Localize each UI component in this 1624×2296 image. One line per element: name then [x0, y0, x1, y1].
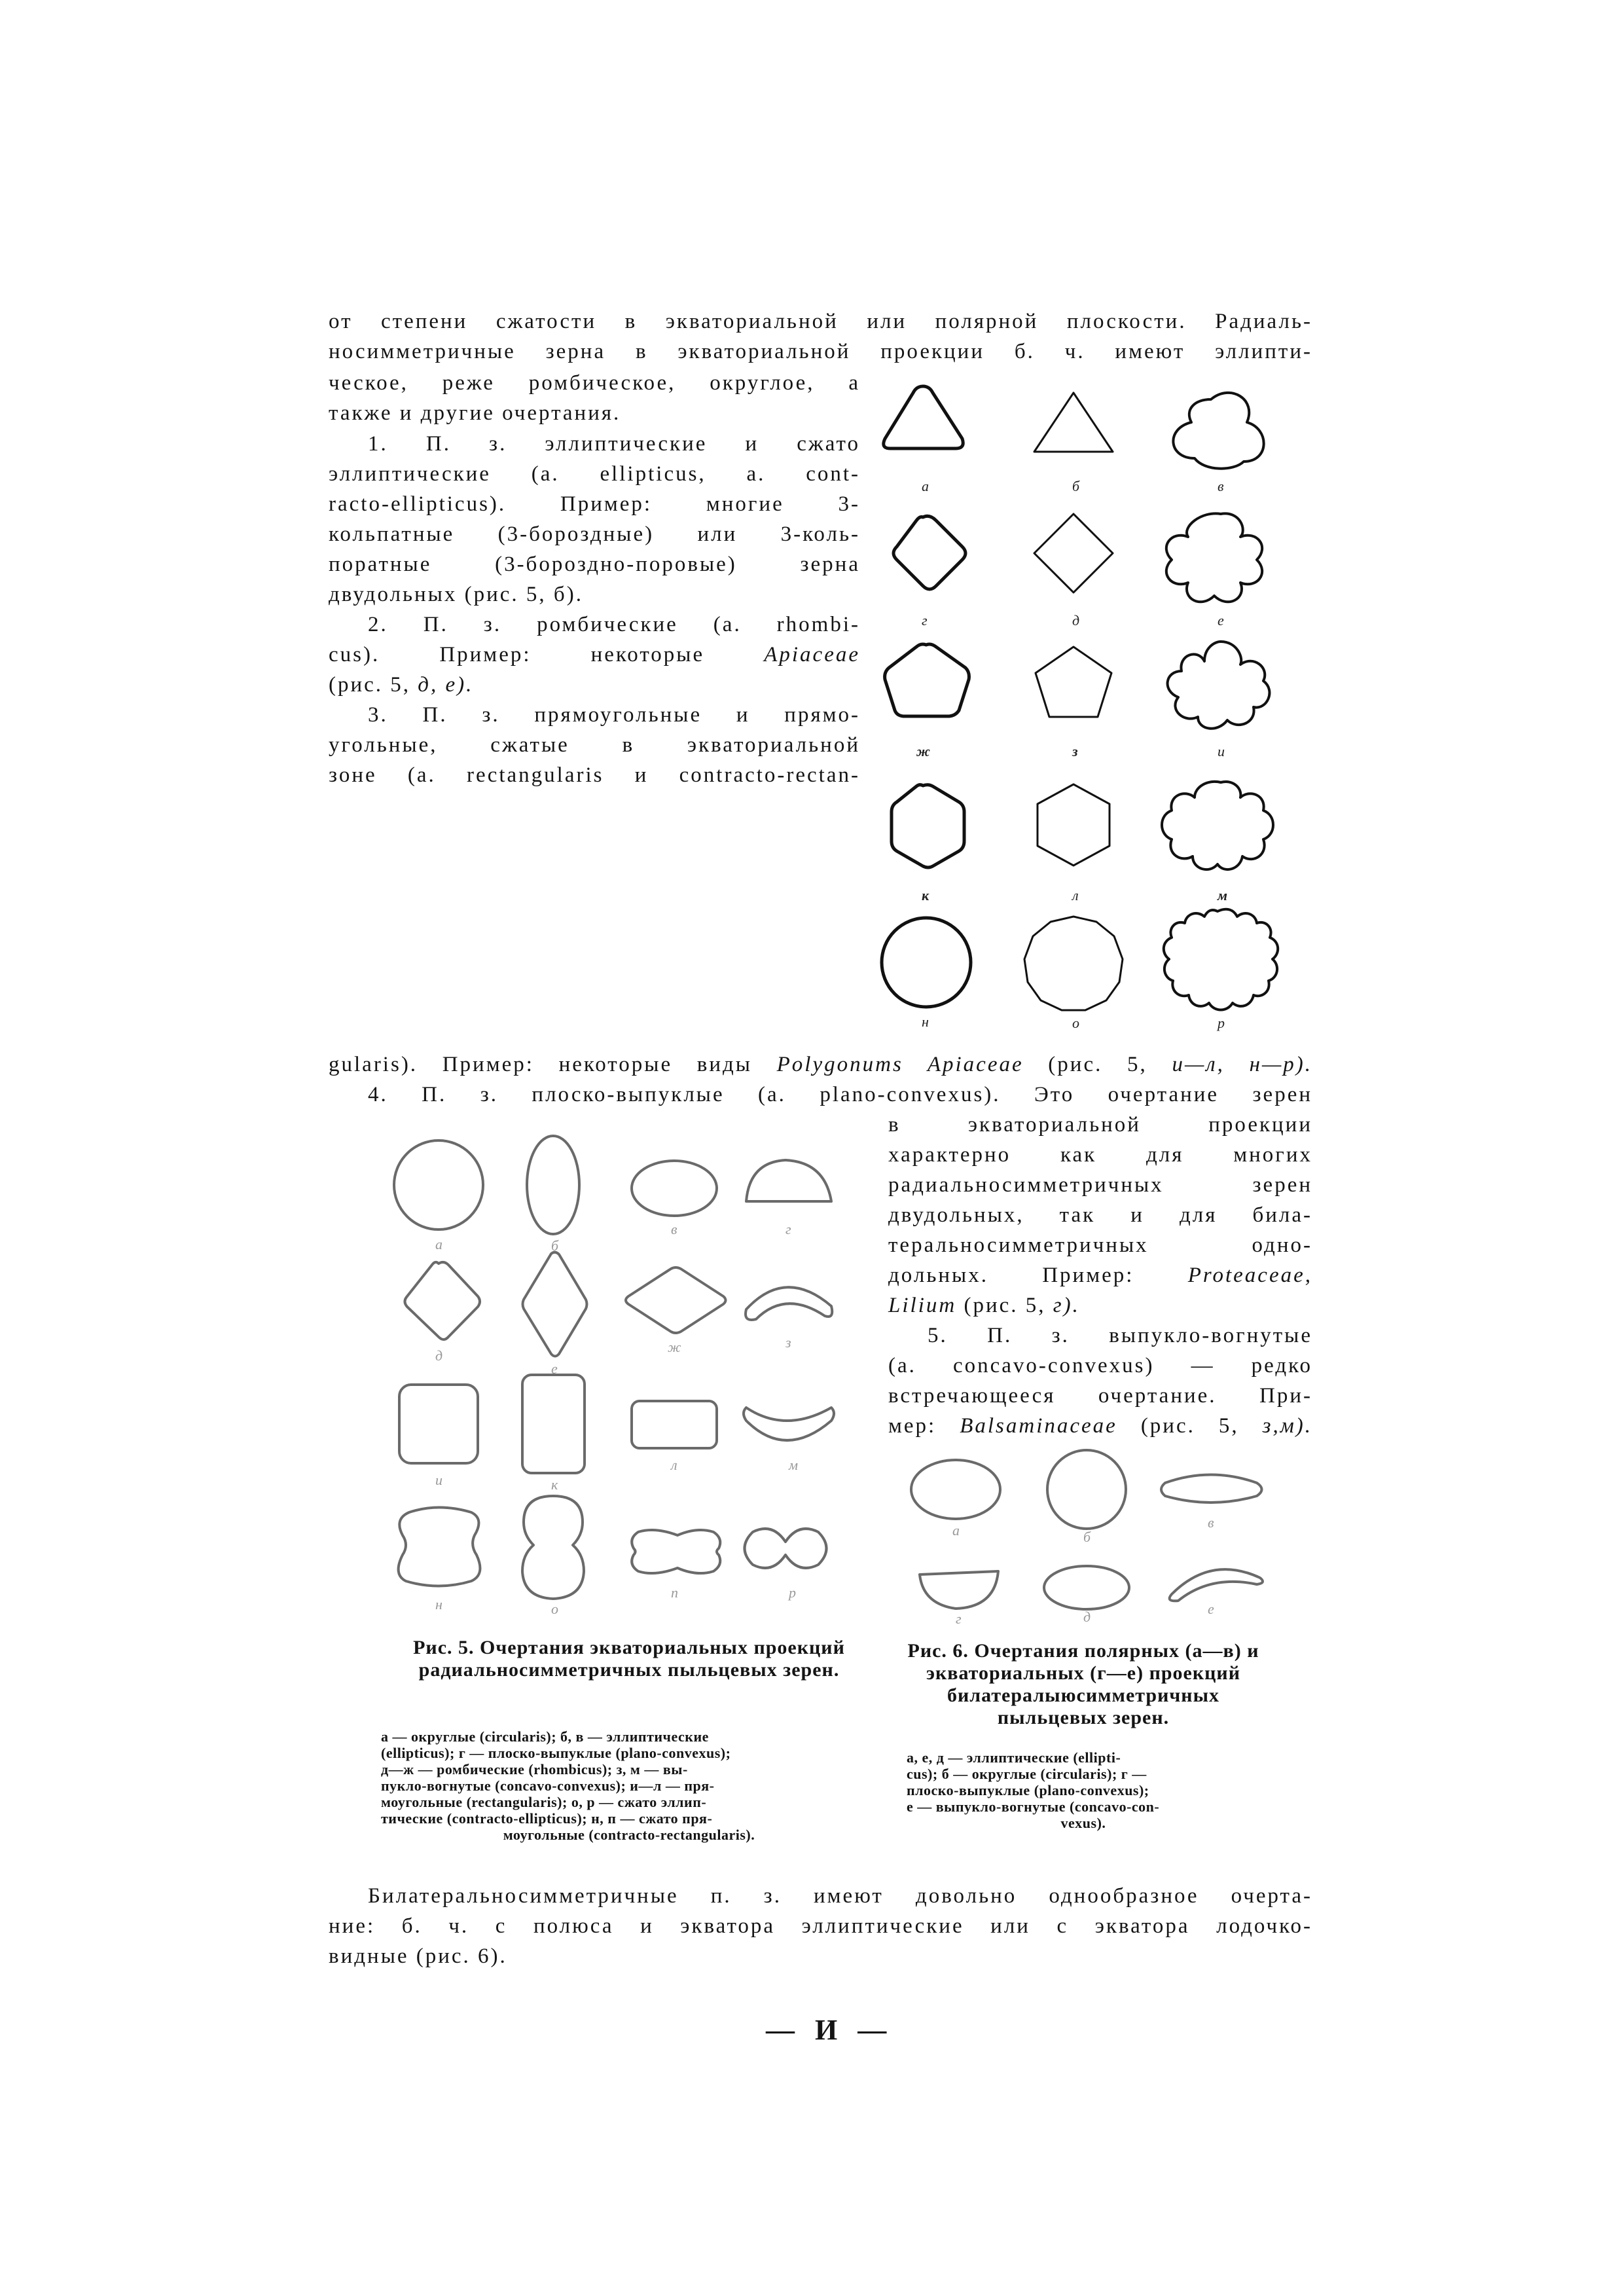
figure5-caption-title: Рис. 5. Очертания экваториальных проекций радиальносимметричных пыльцевых зерен.	[413, 1637, 845, 1681]
fig5-label-b: б	[551, 1237, 559, 1254]
polygon-many-shape	[1024, 917, 1123, 1010]
label-o: о	[1072, 1015, 1079, 1031]
right-line: 5. П. з. выпукло-вогнутые	[928, 1324, 1312, 1347]
fig5-label-e: е	[551, 1360, 558, 1377]
rhombus-wide-shape	[626, 1267, 726, 1333]
caption-line: пукло-вогнутые (concavo-convexus); и—л — пря-	[381, 1777, 715, 1794]
lens-shape	[1161, 1475, 1262, 1503]
label-l: л	[1072, 887, 1079, 903]
fig6-label-d: д	[1083, 1609, 1091, 1625]
label-zh: ж	[916, 743, 930, 759]
outro-line-2: ние: б. ч. с полюса и экватора эллиптические или с экватора лодочко-	[329, 1914, 1312, 1938]
triangle-shape	[1034, 393, 1113, 452]
taxon-name: Proteaceae,	[1187, 1264, 1312, 1287]
label-i: и	[1218, 743, 1225, 759]
figure6-caption-body	[907, 1749, 1260, 1831]
fig5-label-p: п	[671, 1584, 678, 1601]
label-n: н	[922, 1013, 929, 1030]
rounded-triangle-shape	[884, 386, 963, 448]
right-text: (рис. 5,	[964, 1294, 1046, 1317]
rectangle-wide-shape	[632, 1401, 717, 1448]
caption-line: а — округлые (circularis); б, в — эллиптические	[381, 1728, 709, 1745]
ellipse-vertical-shape	[527, 1136, 579, 1234]
ellipse-horizontal-shape	[632, 1161, 717, 1216]
left-line: также и другие очертания.	[329, 401, 621, 425]
fig5-label-i: и	[435, 1472, 442, 1488]
left-line: 2. П. з. ромбические (а. rhombi-	[368, 613, 860, 636]
circle-shape	[882, 918, 971, 1007]
ellipse-shape	[1044, 1566, 1129, 1609]
pentagon-shape	[1036, 647, 1111, 717]
rectangle-tall-shape	[522, 1375, 585, 1473]
middle-text: (рис. 5,	[1048, 1053, 1147, 1076]
right-line: радиальносимметричных зерен	[888, 1173, 1312, 1197]
left-line	[329, 670, 473, 700]
label-k: к	[922, 887, 929, 903]
right-line: характерно как для многих	[888, 1143, 1312, 1167]
outro-line-3: видные (рис. 6).	[329, 1944, 507, 1968]
left-line: угольные, сжатые в экваториальной	[329, 733, 860, 757]
rounded-pentagon-shape	[885, 644, 969, 716]
right-line: двудольных, так и для била-	[888, 1203, 1312, 1227]
concavo-convex-bottom-shape	[744, 1408, 834, 1440]
label-g: г	[922, 612, 928, 629]
label-m: м	[1218, 887, 1228, 903]
taxon-name: Lilium	[888, 1294, 957, 1317]
caption-line: плоско-выпуклые (plano-convexus);	[907, 1782, 1149, 1798]
label-r: р	[1218, 1015, 1225, 1031]
boat-shape	[1170, 1569, 1263, 1601]
rhombus-tall-shape	[523, 1252, 587, 1357]
fig-ref: и—л, н—р).	[1172, 1053, 1313, 1076]
caption-line: cus); б — округлые (circularis); г —	[907, 1766, 1147, 1782]
right-line: встречающееся очертание. При-	[888, 1384, 1312, 1408]
rhombus-shape	[1034, 514, 1113, 592]
fig5-label-d: д	[435, 1347, 443, 1364]
trilobed-shape	[1173, 393, 1263, 469]
middle-line-1	[329, 1049, 1312, 1080]
left-line: двудольных (рис. 5, б).	[329, 583, 583, 606]
fig5-label-a: а	[435, 1236, 442, 1252]
rectangle-square-shape	[399, 1385, 478, 1463]
right-text: дольных. Пример:	[888, 1264, 1134, 1287]
right-line	[888, 1260, 1312, 1290]
taxon-name: Apiaceae	[764, 643, 861, 666]
fig-ref: д, е).	[418, 673, 474, 697]
constricted-rectangle-shape	[399, 1508, 480, 1586]
label-z: з	[1072, 743, 1078, 759]
left-line: поратные (3-бороздно-поровые) зерна	[329, 553, 860, 576]
caption-line: моугольные (contracto-rectangularis).	[503, 1827, 755, 1843]
right-text: мер:	[888, 1414, 937, 1438]
page-number: — И —	[766, 2014, 893, 2046]
fig5-label-g: г	[785, 1221, 791, 1237]
constricted-wide-shape	[632, 1530, 720, 1573]
intro-line-1: от степени сжатости в экваториальной или полярной плоскости. Радиаль-	[329, 310, 1312, 333]
caption-line: (ellipticus); г — плоско-выпуклые (plano-convexus);	[381, 1745, 731, 1761]
taxon-names: Polygonums Apiaceae	[776, 1053, 1024, 1076]
left-line: эллиптические (а. ellipticus, a. cont-	[329, 462, 860, 486]
figure6-caption-title: Рис. 6. Очертания полярных (а—в) и экваториальных (г—е) проекций билатералыюсимметричных пыльцевых зерен.	[907, 1640, 1259, 1728]
dumbbell-horizontal-shape	[745, 1529, 827, 1568]
plano-convex-shape	[746, 1160, 831, 1201]
figure-5	[380, 1126, 877, 1624]
right-line: теральносимметричных одно-	[888, 1233, 1312, 1257]
fig6-label-a: а	[952, 1522, 960, 1539]
fig6-label-e: е	[1208, 1601, 1214, 1617]
left-text: (рис. 5,	[329, 673, 411, 697]
figure5-caption-body	[381, 1728, 877, 1843]
caption-line: а, е, д — эллиптические (ellipti-	[907, 1749, 1121, 1766]
figure-top-shapes	[871, 373, 1329, 1034]
outro-line-1: Билатеральносимметричные п. з. имеют довольно однообразное очерта-	[368, 1884, 1312, 1908]
fig6-label-b: б	[1083, 1529, 1091, 1545]
figure-6	[903, 1444, 1296, 1627]
ellipse-wide-shape	[911, 1460, 1000, 1519]
fig6-label-v: в	[1208, 1514, 1214, 1531]
caption-line: vexus).	[1060, 1815, 1106, 1831]
left-line: 3. П. з. прямоугольные и прямо-	[368, 703, 860, 727]
plano-convex-shape	[920, 1571, 998, 1609]
fig6-label-g: г	[956, 1611, 962, 1627]
left-line: 1. П. з. эллиптические и сжато	[368, 432, 860, 456]
label-a: а	[922, 478, 929, 494]
left-text: cus). Пример: некоторые	[329, 643, 705, 666]
middle-line-2: 4. П. з. плоско-выпуклые (а. plano-convexus). Это очертание зерен	[368, 1083, 1312, 1106]
right-line: (а. concavo-convexus) — редко	[888, 1354, 1312, 1377]
left-line: racto-ellipticus). Пример: многие 3-	[329, 492, 860, 516]
left-line: кольпатные (3-бороздные) или 3-коль-	[329, 522, 860, 546]
fig5-label-z: з	[785, 1334, 791, 1351]
fig5-label-o: о	[551, 1601, 558, 1617]
concavo-convex-shape	[746, 1287, 832, 1320]
circle-shape	[1047, 1450, 1126, 1529]
label-b: б	[1072, 478, 1080, 494]
fig5-label-r: р	[789, 1584, 796, 1601]
middle-text: gularis). Пример: некоторые виды	[329, 1053, 752, 1076]
taxon-name: Balsaminaceae	[960, 1414, 1117, 1438]
right-line	[888, 1290, 1080, 1321]
rounded-rhombus-shape	[893, 516, 965, 589]
left-line: зоне (а. rectangularis и contracto-rectan-	[329, 763, 860, 787]
pentalobed-shape	[1168, 642, 1270, 729]
label-v: в	[1218, 478, 1224, 494]
rhombus-rounded-shape	[405, 1262, 480, 1339]
quadrilobed-shape	[1166, 513, 1262, 602]
fig5-label-m: м	[789, 1457, 799, 1473]
caption-line: моугольные (rectangularis); о, р — сжато эллип-	[381, 1794, 707, 1810]
right-line	[888, 1411, 1312, 1441]
caption-line: д—ж — ромбические (rhombicus); з, м — вы-	[381, 1761, 688, 1777]
fig-ref: з,м).	[1262, 1414, 1313, 1438]
label-e: е	[1218, 612, 1224, 629]
caption-line: е — выпукло-вогнутые (concavo-con-	[907, 1798, 1160, 1815]
hexagon-shape	[1038, 784, 1110, 866]
hexalobed-shape	[1162, 782, 1273, 869]
caption-line: тические (contracto-ellipticus); н, п — сжато пря-	[381, 1810, 713, 1827]
intro-line-2: носимметричные зерна в экваториальной проекции б. ч. имеют эллипти-	[329, 340, 1312, 363]
dumbbell-vertical-shape	[522, 1496, 584, 1599]
right-text: (рис. 5,	[1140, 1414, 1239, 1438]
fig5-label-v: в	[671, 1221, 677, 1237]
left-line	[329, 640, 860, 670]
right-line: в экваториальной проекции	[888, 1113, 1312, 1137]
rounded-hexagon-shape	[892, 785, 964, 867]
fig5-label-k: к	[551, 1476, 558, 1493]
multilobed-shape	[1164, 909, 1278, 1010]
circular-shape	[394, 1140, 483, 1230]
fig-ref: г).	[1053, 1294, 1080, 1317]
left-line: ческое, реже ромбическое, округлое, а	[329, 371, 860, 395]
fig5-label-l: л	[671, 1457, 677, 1473]
label-d: д	[1072, 612, 1080, 629]
fig5-label-zh: ж	[668, 1339, 681, 1355]
fig5-label-n: н	[435, 1596, 442, 1613]
